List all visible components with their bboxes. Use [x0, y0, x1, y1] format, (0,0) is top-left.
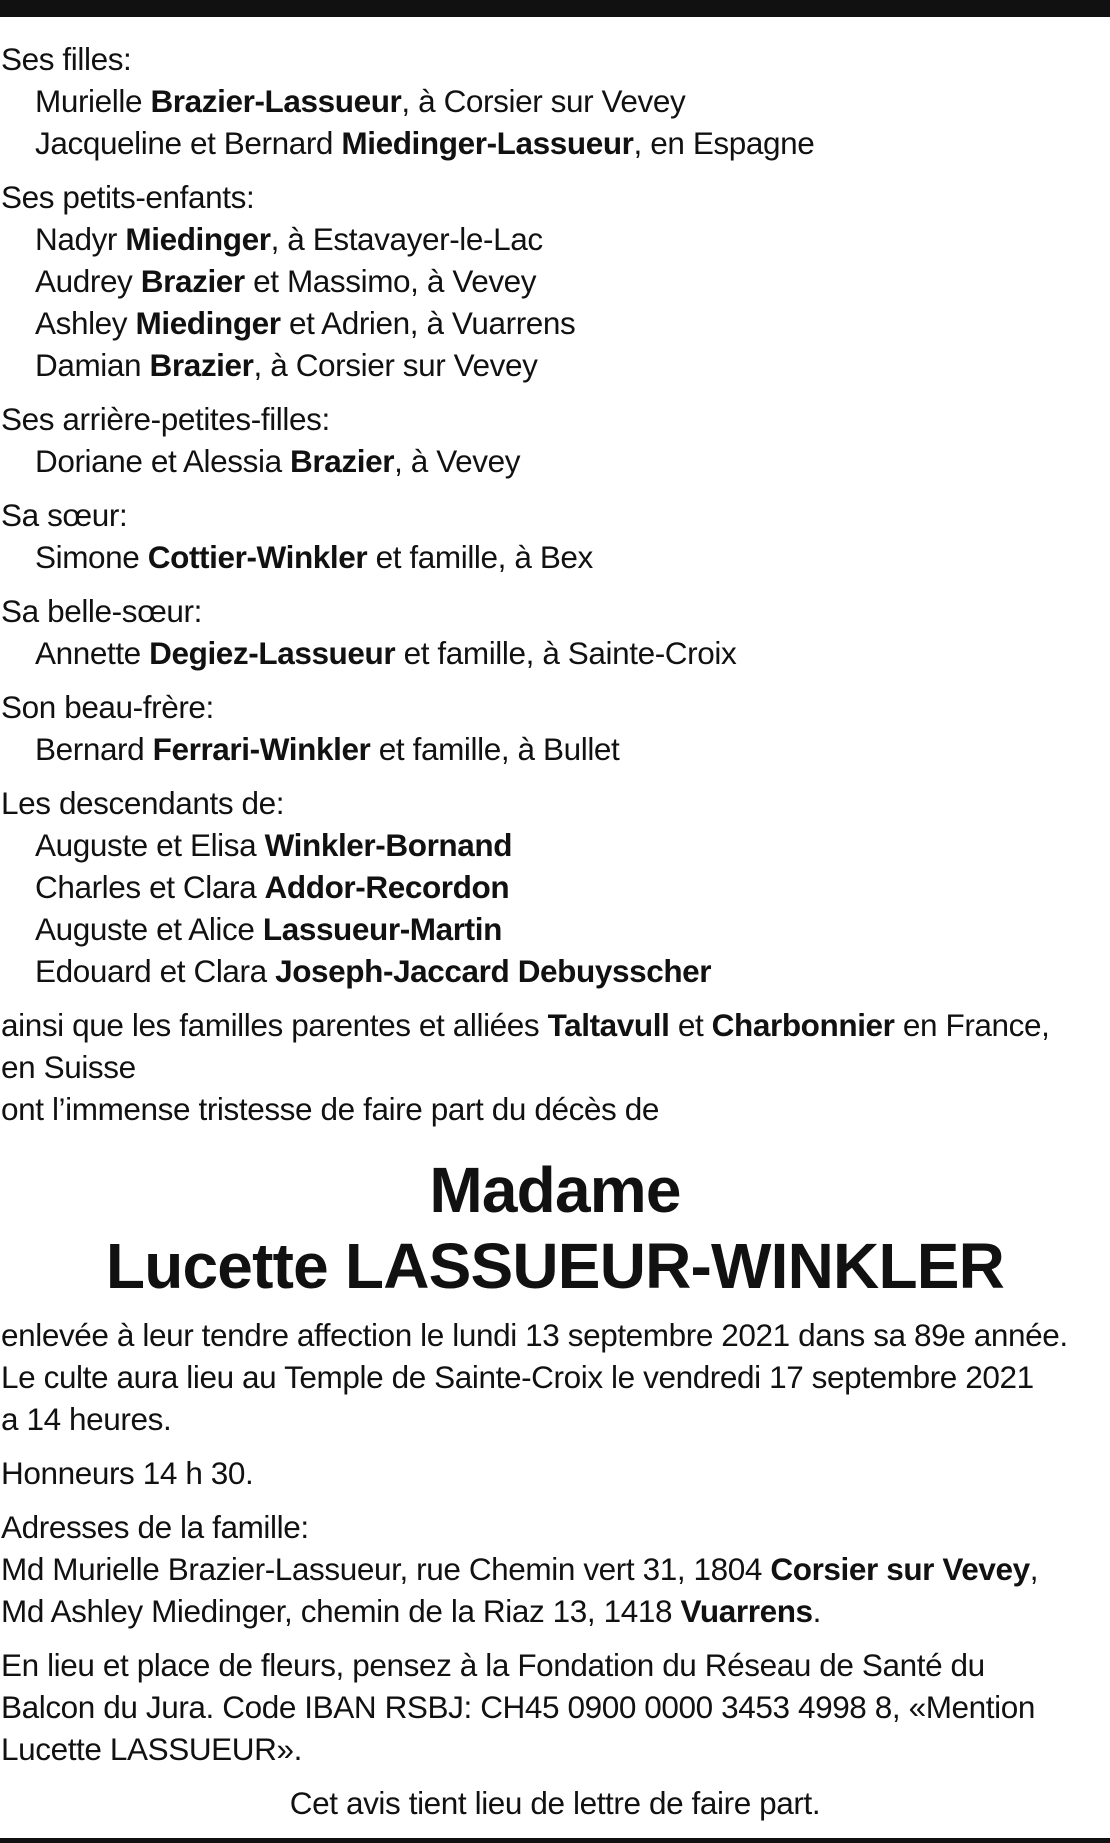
section-heading: Les descendants de:: [1, 785, 285, 821]
section-heading: Sa sœur:: [1, 497, 128, 533]
section-heading: Son beau-frère:: [1, 689, 214, 725]
family-section-great-granddaughters: [1, 398, 1109, 482]
family-section-brother-in-law: [1, 686, 1109, 770]
addresses-heading: Adresses de la famille:: [1, 1509, 309, 1545]
section-heading: Ses arrière-petites-filles:: [1, 401, 330, 437]
family-member: Auguste et Elisa Winkler-Bornand: [35, 827, 513, 863]
family-section-grandchildren: [1, 176, 1109, 386]
family-addresses: [1, 1506, 1109, 1632]
deceased-title: Madame: [429, 1154, 681, 1226]
section-heading: Ses petits-enfants:: [1, 179, 255, 215]
address-line: Md Murielle Brazier-Lassueur, rue Chemin vert 31, 1804 Corsier sur Vevey,: [1, 1551, 1039, 1587]
donation-line: Lucette LASSUEUR».: [1, 1731, 302, 1767]
service-time-line: a 14 heures.: [1, 1401, 172, 1437]
family-section-sister-in-law: [1, 590, 1109, 674]
announcement-line: ont l’immense tristesse de faire part du décès de: [1, 1091, 659, 1127]
family-member: Jacqueline et Bernard Miedinger-Lassueur, en Espagne: [35, 125, 815, 161]
family-member: Nadyr Miedinger, à Estavayer-le-Lac: [35, 221, 543, 257]
family-member: Murielle Brazier-Lassueur, à Corsier sur Vevey: [35, 83, 686, 119]
death-details: [1, 1314, 1109, 1440]
relatives-announcement: [1, 1004, 1109, 1130]
death-notice: [1, 38, 1109, 1824]
address-line: Md Ashley Miedinger, chemin de la Riaz 13, 1418 Vuarrens.: [1, 1593, 822, 1629]
family-section-descendants: [1, 782, 1109, 992]
honours-line: Honneurs 14 h 30.: [1, 1455, 254, 1491]
deceased-name-block: [1, 1152, 1109, 1304]
family-member: Annette Degiez-Lassueur et famille, à Sainte-Croix: [35, 635, 737, 671]
family-member: Bernard Ferrari-Winkler et famille, à Bullet: [35, 731, 620, 767]
top-rule: [0, 0, 1110, 17]
section-heading: Ses filles:: [1, 41, 132, 77]
family-section-sister: [1, 494, 1109, 578]
relatives-line: en Suisse: [1, 1049, 136, 1085]
death-date-line: enlevée à leur tendre affection le lundi 13 septembre 2021 dans sa 89e année.: [1, 1317, 1068, 1353]
family-member: Doriane et Alessia Brazier, à Vevey: [35, 443, 521, 479]
donation-request: [1, 1644, 1109, 1770]
family-member: Auguste et Alice Lassueur-Martin: [35, 911, 502, 947]
family-member: Damian Brazier, à Corsier sur Vevey: [35, 347, 538, 383]
family-member: Charles et Clara Addor-Recordon: [35, 869, 510, 905]
family-member: Edouard et Clara Joseph-Jaccard Debuysscher: [35, 953, 712, 989]
family-member: Ashley Miedinger et Adrien, à Vuarrens: [35, 305, 576, 341]
deceased-name: Lucette LASSUEUR-WINKLER: [105, 1230, 1005, 1302]
closing-statement: Cet avis tient lieu de lettre de faire part.: [289, 1785, 821, 1821]
donation-line: En lieu et place de fleurs, pensez à la Fondation du Réseau de Santé du: [1, 1647, 985, 1683]
relatives-line: ainsi que les familles parentes et alliées Taltavull et Charbonnier en France,: [1, 1007, 1050, 1043]
family-member: Audrey Brazier et Massimo, à Vevey: [35, 263, 537, 299]
section-heading: Sa belle-sœur:: [1, 593, 202, 629]
bottom-rule: [0, 1838, 1110, 1843]
family-member: Simone Cottier-Winkler et famille, à Bex: [35, 539, 593, 575]
service-line: Le culte aura lieu au Temple de Sainte-Croix le vendredi 17 septembre 2021: [1, 1359, 1034, 1395]
family-section-daughters: [1, 38, 1109, 164]
donation-line: Balcon du Jura. Code IBAN RSBJ: CH45 0900 0000 3453 4998 8, «Mention: [1, 1689, 1035, 1725]
